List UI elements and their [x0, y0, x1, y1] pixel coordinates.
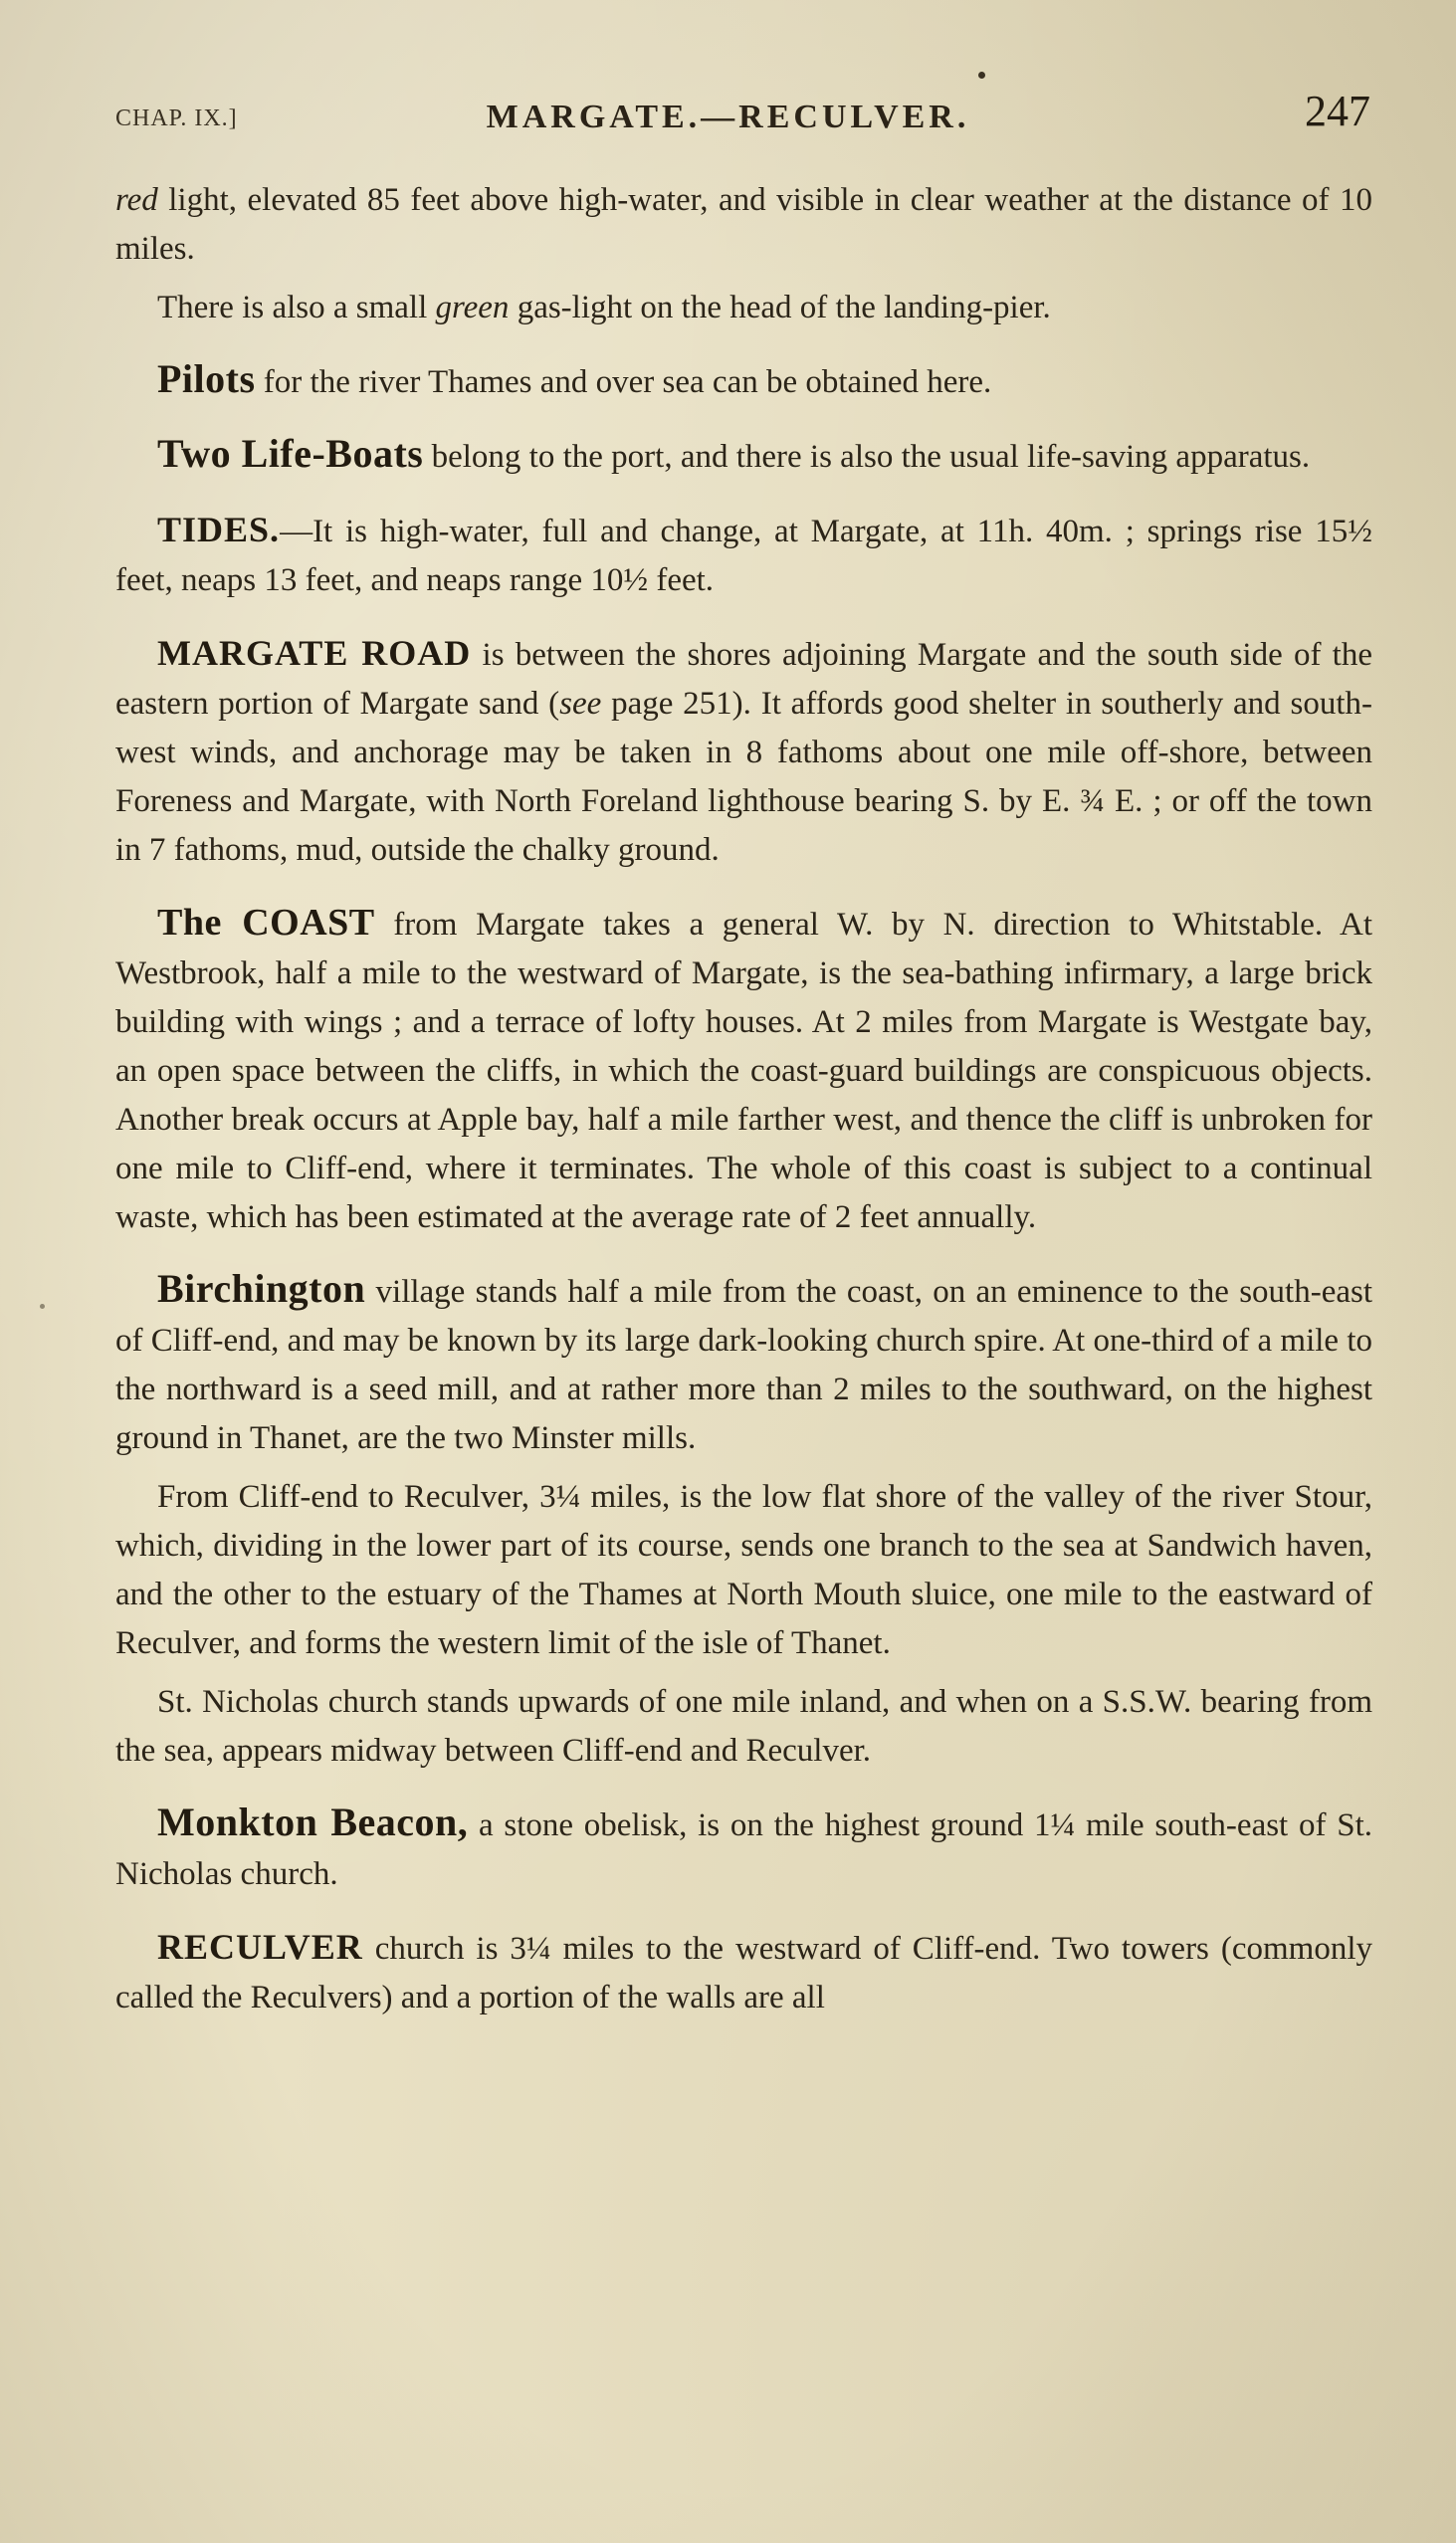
text-run: village stands half a mile from the coast, on an eminence to the south-east of Cliff-end, and may be known by its large dark-looking church spire. At one-third of a mile to the northward is a seed mill, and at rather more than 2 miles to the southward, on the highest ground in Thanet, are the two Minster mills. — [115, 1274, 1372, 1456]
page-header — [0, 0, 1456, 136]
lead-pilots: Pilots — [157, 356, 256, 401]
ink-speck — [40, 1304, 45, 1309]
paragraph-st-nicholas — [115, 1678, 1372, 1776]
paragraph-cliff-end-to-reculver — [115, 1473, 1372, 1668]
italic-word-green: green — [435, 290, 510, 325]
paragraph-pilots — [115, 358, 1372, 407]
text-run: St. Nicholas church stands upwards of one mile inland, and when on a S.S.W. bearing from the sea, appears midway between Cliff-end and Reculver. — [115, 1684, 1372, 1769]
running-title: MARGATE.—RECULVER. — [486, 99, 970, 135]
paragraph-life-boats — [115, 433, 1372, 482]
text-run: belong to the port, and there is also the usual life-saving apparatus. — [423, 439, 1311, 475]
text-run: —It is high-water, full and change, at Margate, at 11h. 40m. ; springs rise 15½ feet, neaps 13 feet, and neaps range 10½ feet. — [115, 514, 1372, 598]
chapter-label: CHAP. IX.] — [115, 106, 238, 131]
paragraph-the-coast — [115, 901, 1372, 1242]
text-run: page 251). It affords good shelter in southerly and south-west winds, and anchorage may be taken in 8 fathoms about one mile off-shore, between Foreness and Margate, with North Foreland lighthouse bearing S. by E. ¾ E. ; or off the town in 7 fathoms, mud, outside the chalky ground. — [115, 686, 1372, 868]
text-run: a stone obelisk, is on the highest ground 1¼ mile south-east of St. Nicholas church. — [115, 1807, 1372, 1892]
lead-birchington: Birchington — [157, 1266, 366, 1311]
paragraph-reculver — [115, 1925, 1372, 2022]
lead-reculver: RECULVER — [157, 1927, 363, 1967]
paragraph-red-light — [115, 176, 1372, 274]
text-run: church is 3¼ miles to the westward of Cliff-end. Two towers (commonly called the Reculvers) and a portion of the walls are all — [115, 1931, 1372, 2015]
lead-margate-road: MARGATE ROAD — [157, 633, 472, 673]
lead-the-coast: The COAST — [157, 902, 375, 944]
paragraph-green-gas-light — [115, 284, 1372, 332]
paragraph-margate-road — [115, 631, 1372, 875]
text-run: light, elevated 85 feet above high-water, and visible in clear weather at the distance of 10 miles. — [115, 182, 1372, 267]
paragraph-birchington — [115, 1268, 1372, 1463]
paragraph-tides — [115, 508, 1372, 605]
text-run: There is also a small — [157, 290, 436, 325]
paragraph-monkton-beacon — [115, 1801, 1372, 1899]
text-run: gas-light on the head of the landing-pier. — [509, 290, 1051, 325]
text-run: From Cliff-end to Reculver, 3¼ miles, is the low flat shore of the valley of the river Stour, which, dividing in the lower part of its course, sends one branch to the sea at Sandwich haven, and the other to the estuary of the Thames at North Mouth sluice, one mile to the eastward of Reculver, and forms the western limit of the isle of Thanet. — [115, 1479, 1372, 1661]
italic-word-see: see — [559, 686, 602, 722]
lead-tides: TIDES. — [157, 510, 281, 549]
page-body — [0, 136, 1456, 2022]
lead-monkton-beacon: Monkton Beacon, — [157, 1800, 469, 1844]
page-number: 247 — [1305, 87, 1370, 135]
text-run: from Margate takes a general W. by N. direction to Whitstable. At Westbrook, half a mile to the westward of Margate, is the sea-bathing infirmary, a large brick building with wings ; and a terrace of lofty houses. At 2 miles from Margate is Westgate bay, an open space between the cliffs, in which the coast-guard buildings are conspicuous objects. Another break occurs at Apple bay, half a mile farther west, and thence the cliff is unbroken for one mile to Cliff-end, where it terminates. The whole of this coast is subject to a continual waste, which has been estimated at the average rate of 2 feet annually. — [115, 907, 1372, 1235]
lead-two-life-boats: Two Life-Boats — [157, 431, 424, 476]
text-run: for the river Thames and over sea can be obtained here. — [255, 364, 992, 400]
text-run: is between the shores adjoining Margate and the south side of the eastern portion of Margate sand ( — [115, 637, 1372, 722]
italic-word-red: red — [115, 182, 158, 218]
